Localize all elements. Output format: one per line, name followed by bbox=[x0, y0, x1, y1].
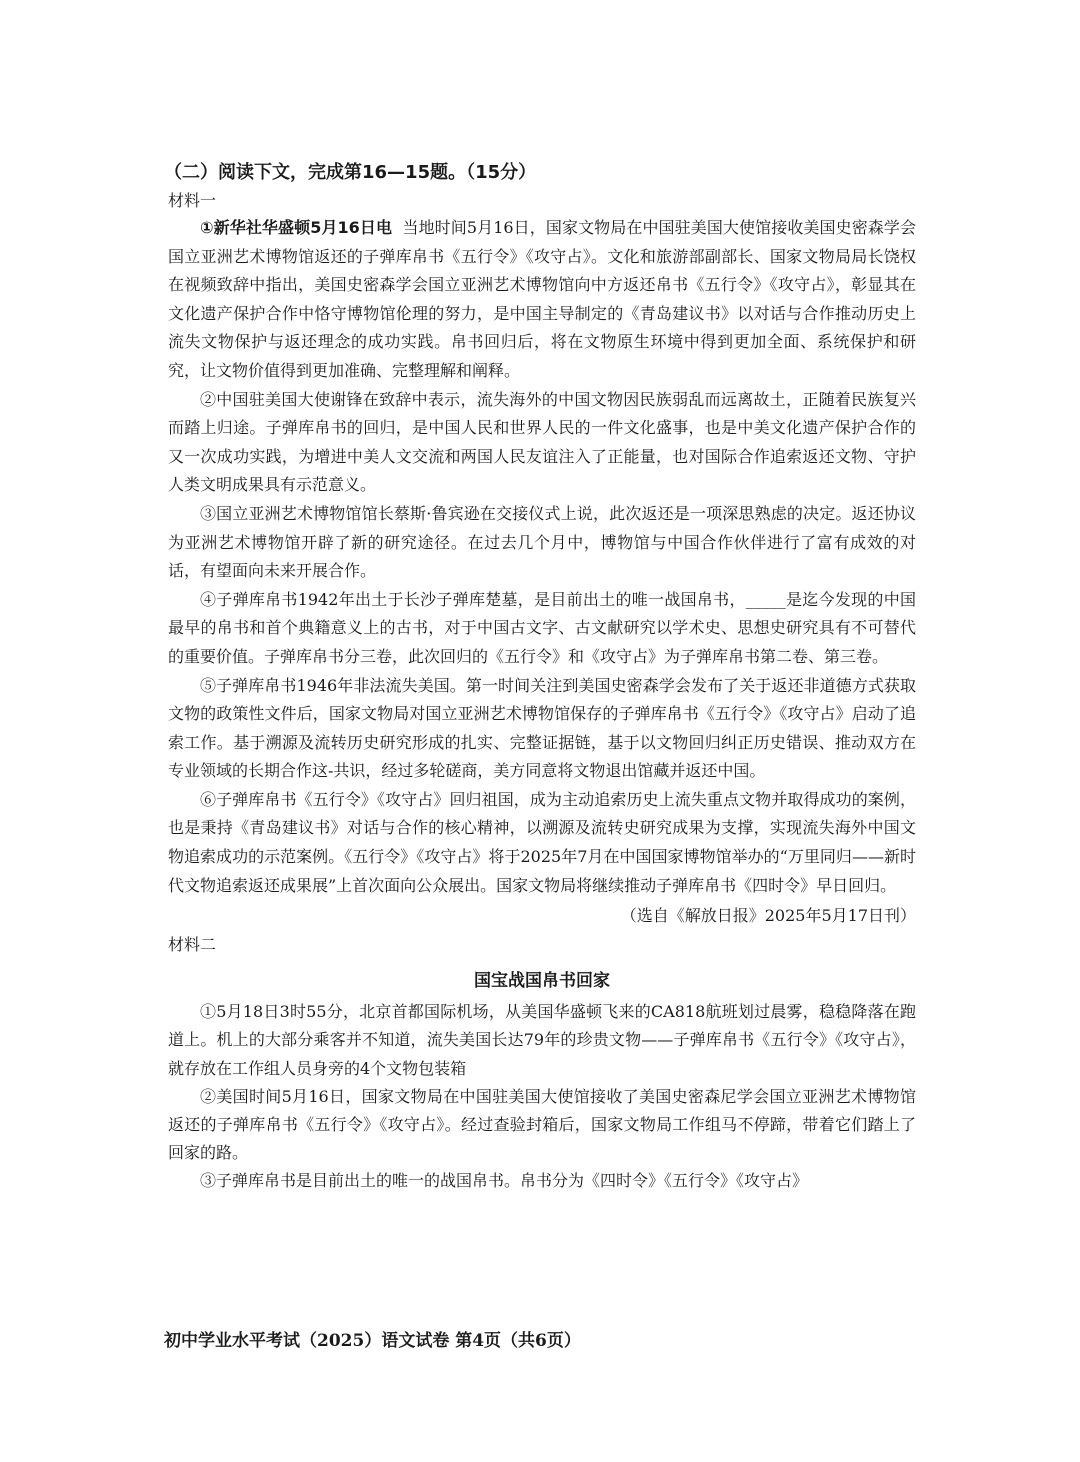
material2-paragraph: ③子弹库帛书是目前出土的唯一的战国帛书。帛书分为《四时令》《五行令》《攻守占》 bbox=[200, 1171, 809, 1191]
page-footer: 初中学业水平考试（2025）语文试卷 第4页（共6页） bbox=[164, 1331, 581, 1351]
section-heading: （二）阅读下文，完成第16—15题。（15分） bbox=[164, 162, 537, 183]
material2-paragraph: ②美国时间5月16日，国家文物局在中国驻美国大使馆接收了美国史密森尼学会国立亚洲艺术博物馆返还的子弹库帛书《五行令》《攻守占》。经过查验封箱后，国家文物局工作组马不停蹄，带着它们踏上了回家的路。 bbox=[168, 1086, 916, 1163]
material1-paragraph: ⑥子弹库帛书《五行令》《攻守占》回归祖国，成为主动追索历史上流失重点文物并取得成功的案例，也是秉持《青岛建议书》对话与合作的核心精神，以溯源及流转史研究成果为支撑，实现流失海外中国文物追索成功的示范案例。《五行令》《攻守占》将于2025年7月在中国国家博物馆举办的“万里同归——新时代文物追索返还成果展”上首次面向公众展出。国家文物局将继续推动子弹库帛书《四时令》早日回归。 bbox=[168, 789, 916, 895]
reading-section bbox=[164, 160, 916, 1196]
material1-paragraph: ④子弹库帛书1942年出土于长沙子弹库楚墓，是目前出土的唯一战国帛书，_____是迄今发现的中国最早的帛书和首个典籍意义上的古书，对于中国古文字、古文献研究以学术史、思想史研究具有不可替代的重要价值。子弹库帛书分三卷，此次回归的《五行令》和《攻守占》为子弹库帛书第二卷、第三卷。 bbox=[168, 589, 916, 666]
material1-paragraph: ⑤子弹库帛书1946年非法流失美国。第一时间关注到美国史密森学会发布了关于返还非道德方式获取文物的政策性文件后，国家文物局对国立亚洲艺术博物馆保存的子弹库帛书《五行令》《攻守占》启动了追索工作。基于溯源及流转历史研究形成的扎实、完整证据链，基于以文物回归纠正历史错误、推动双方在专业领域的长期合作这-共识，经过多轮磋商，美方同意将文物退出馆藏并返还中国。 bbox=[168, 675, 916, 781]
material2 bbox=[168, 966, 916, 1195]
material1-paragraph: ②中国驻美国大使谢锋在致辞中表示，流失海外的中国文物因民族弱乱而远离故土，正随着民族复兴而踏上归途。子弹库帛书的回归，是中国人民和世界人民的一件文化盛事，也是中美文化遗产保护合作的又一次成功实践，为增进中美人文交流和两国人民友谊注入了正能量，也对国际合作追索返还文物、守护人类文明成果具有示范意义。 bbox=[168, 389, 916, 495]
material2-paragraph: ①5月18日3时55分，北京首都国际机场，从美国华盛顿飞来的CA818航班划过晨雾，稳稳降落在跑道上。机上的大部分乘客并不知道，流失美国长达79年的珍贵文物——子弹库帛书《五行令》《攻守占》，就存放在工作组人员身旁的4个文物包装箱 bbox=[168, 1002, 916, 1078]
material2-label: 材料二 bbox=[168, 935, 217, 955]
material1-paragraph: ①新华社华盛顿5月16日电 当地时间5月16日，国家文物局在中国驻美国大使馆接收美国史密森学会国立亚洲艺术博物馆返还的子弹库帛书《五行令》《攻守占》。文化和旅游部副部长、国家文物局局长饶权在视频致辞中指出，美国史密森学会国立亚洲艺术博物馆向中方返还帛书《五行令》《攻守占》，彰显其在文化遗产保护合作中恪守博物馆伦理的努力，是中国主导制定的《青岛建议书》以对话与合作推动历史上流失文物保护与返还理念的成功实践。帛书回归后，将在文物原生环境中得到更加全面、系统保护和研究，让文物价值得到更加准确、完整理解和阐释。 bbox=[168, 218, 916, 380]
dateline: ①新华社华盛顿5月16日电 bbox=[200, 218, 393, 237]
material1-label: 材料一 bbox=[168, 191, 217, 210]
source-citation: （选自《解放日报》2025年5月17日刊） bbox=[620, 906, 916, 926]
material1-paragraph: ③国立亚洲艺术博物馆馆长蔡斯·鲁宾逊在交接仪式上说，此次返还是一项深思熟虑的决定。返还协议为亚洲艺术博物馆开辟了新的研究途径。在过去几个月中，博物馆与中国合作伙伴进行了富有成效的对话，有望面向未来开展合作。 bbox=[168, 503, 916, 581]
article-title: 国宝战国帛书回家 bbox=[474, 971, 610, 992]
